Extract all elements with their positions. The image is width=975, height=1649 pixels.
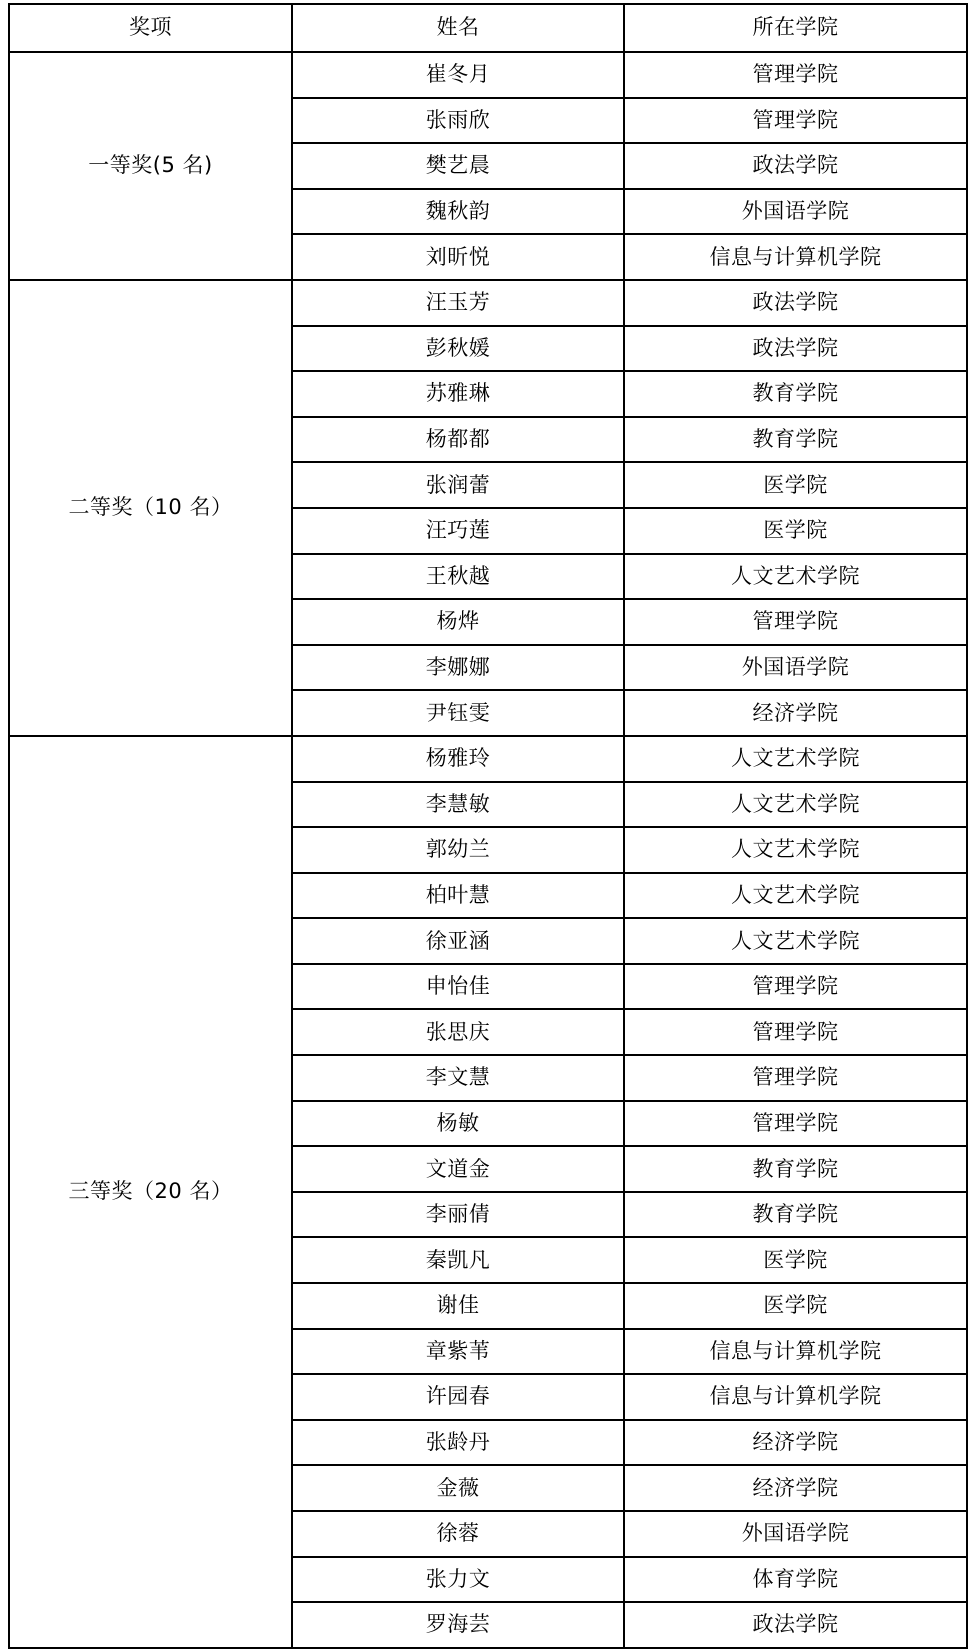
table-row [9,52,967,98]
winner-name-cell: 罗海芸 [292,1602,624,1648]
winner-college-cell: 教育学院 [624,1146,967,1192]
winner-name-cell: 张思庆 [292,1009,624,1055]
winner-name-cell: 苏雅琳 [292,371,624,417]
winner-name-cell: 章紫苇 [292,1329,624,1375]
table-header-row [9,4,967,52]
winner-name-cell: 张力文 [292,1557,624,1603]
winner-name-cell: 徐亚涵 [292,918,624,964]
winner-college-cell: 医学院 [624,508,967,554]
winner-college-cell: 教育学院 [624,1192,967,1238]
winner-name-cell: 李文慧 [292,1055,624,1101]
table-row [9,736,967,782]
winner-college-cell: 外国语学院 [624,1511,967,1557]
winner-college-cell: 外国语学院 [624,189,967,235]
winner-name-cell: 许园春 [292,1374,624,1420]
table-body [9,52,967,1648]
winner-college-cell: 管理学院 [624,964,967,1010]
winner-name-cell: 汪巧莲 [292,508,624,554]
winner-name-cell: 谢佳 [292,1283,624,1329]
winner-name-cell: 樊艺晨 [292,143,624,189]
table-row [9,280,967,326]
winner-college-cell: 经济学院 [624,1420,967,1466]
winner-college-cell: 管理学院 [624,599,967,645]
winner-name-cell: 崔冬月 [292,52,624,98]
winner-college-cell: 人文艺术学院 [624,827,967,873]
winner-college-cell: 体育学院 [624,1557,967,1603]
winner-name-cell: 李丽倩 [292,1192,624,1238]
winner-name-cell: 杨敏 [292,1101,624,1147]
winner-college-cell: 人文艺术学院 [624,554,967,600]
winner-name-cell: 王秋越 [292,554,624,600]
winner-college-cell: 人文艺术学院 [624,736,967,782]
winner-college-cell: 信息与计算机学院 [624,1329,967,1375]
winner-college-cell: 医学院 [624,462,967,508]
winner-college-cell: 医学院 [624,1283,967,1329]
winner-name-cell: 汪玉芳 [292,280,624,326]
column-header-college: 所在学院 [624,4,967,52]
award-group-cell: 三等奖（20 名） [9,736,292,1648]
award-group-cell: 二等奖（10 名） [9,280,292,736]
winner-college-cell: 经济学院 [624,690,967,736]
winner-name-cell: 李慧敏 [292,782,624,828]
winner-college-cell: 管理学院 [624,1009,967,1055]
winner-name-cell: 魏秋韵 [292,189,624,235]
winner-college-cell: 信息与计算机学院 [624,234,967,280]
winner-college-cell: 管理学院 [624,52,967,98]
winner-college-cell: 人文艺术学院 [624,918,967,964]
winner-name-cell: 杨烨 [292,599,624,645]
winner-college-cell: 经济学院 [624,1465,967,1511]
winner-name-cell: 张润蕾 [292,462,624,508]
winner-college-cell: 人文艺术学院 [624,873,967,919]
winner-name-cell: 尹钰雯 [292,690,624,736]
winner-college-cell: 教育学院 [624,371,967,417]
winner-name-cell: 张龄丹 [292,1420,624,1466]
winner-college-cell: 政法学院 [624,1602,967,1648]
winner-college-cell: 人文艺术学院 [624,782,967,828]
winner-college-cell: 教育学院 [624,417,967,463]
winner-college-cell: 政法学院 [624,280,967,326]
winner-name-cell: 刘昕悦 [292,234,624,280]
winner-name-cell: 杨都都 [292,417,624,463]
winner-college-cell: 外国语学院 [624,645,967,691]
winner-college-cell: 管理学院 [624,98,967,144]
winner-name-cell: 彭秋媛 [292,326,624,372]
column-header-award: 奖项 [9,4,292,52]
winner-college-cell: 政法学院 [624,143,967,189]
award-group-cell: 一等奖(5 名) [9,52,292,280]
winner-college-cell: 政法学院 [624,326,967,372]
winner-college-cell: 管理学院 [624,1101,967,1147]
document-page [0,3,975,1637]
winner-college-cell: 医学院 [624,1237,967,1283]
table-header [9,4,967,52]
winner-college-cell: 信息与计算机学院 [624,1374,967,1420]
winner-name-cell: 杨雅玲 [292,736,624,782]
winner-name-cell: 秦凯凡 [292,1237,624,1283]
winner-name-cell: 金薇 [292,1465,624,1511]
winner-name-cell: 申怡佳 [292,964,624,1010]
winner-name-cell: 柏叶慧 [292,873,624,919]
winner-name-cell: 李娜娜 [292,645,624,691]
winner-name-cell: 文道金 [292,1146,624,1192]
winner-college-cell: 管理学院 [624,1055,967,1101]
column-header-name: 姓名 [292,4,624,52]
winner-name-cell: 郭幼兰 [292,827,624,873]
award-winners-table [8,3,968,1649]
winner-name-cell: 徐蓉 [292,1511,624,1557]
winner-name-cell: 张雨欣 [292,98,624,144]
